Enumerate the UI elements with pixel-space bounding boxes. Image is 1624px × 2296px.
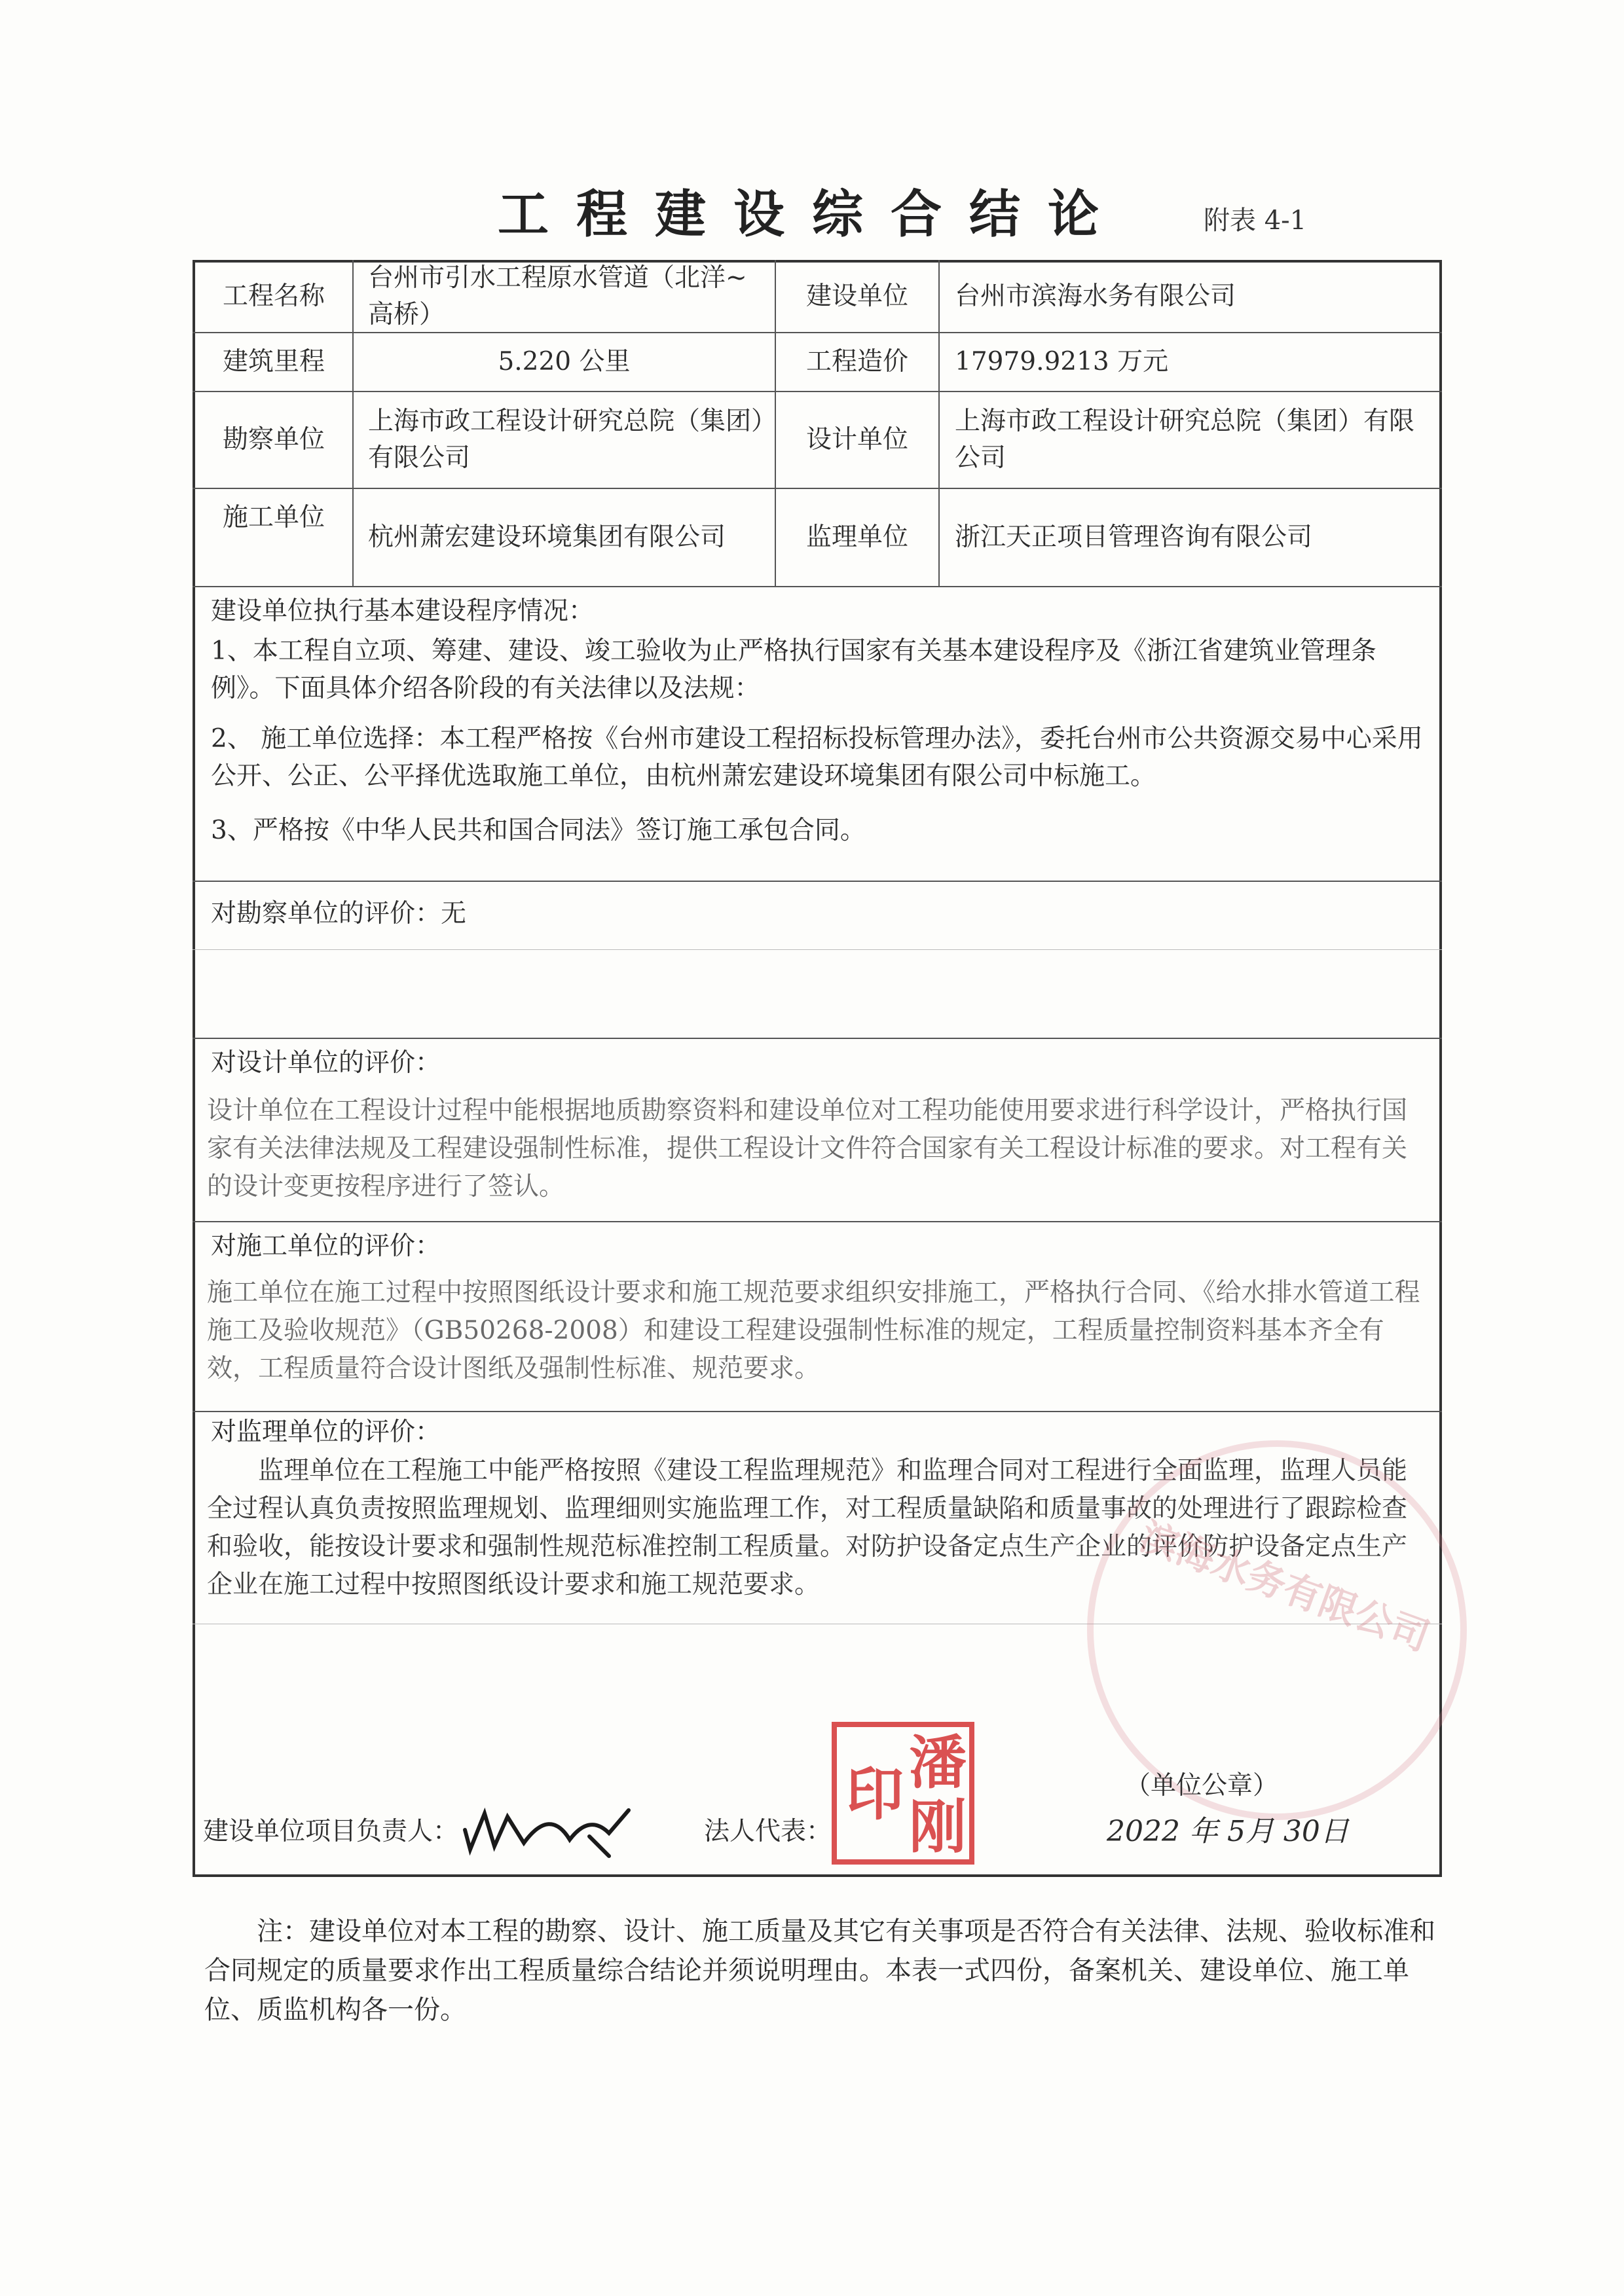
construction-eval-heading: 对施工单位的评价： (211, 1231, 441, 1261)
section-divider (193, 1221, 1442, 1222)
design-label: 设计单位 (805, 425, 908, 454)
procedure-item-3: 3、严格按《中华人民共和国合同法》签订施工承包合同。 (211, 816, 866, 845)
stamp-char: 印 (846, 1760, 904, 1828)
manager-label: 建设单位项目负责人： (203, 1817, 459, 1846)
client-label: 建设单位 (805, 282, 908, 311)
legal-rep-stamp (832, 1722, 974, 1865)
cost-label: 工程造价 (805, 347, 908, 376)
supervision-label: 监理单位 (805, 522, 908, 552)
survey-label: 勘察单位 (222, 425, 325, 454)
col-divider (938, 260, 940, 587)
length-value: 5.220 公里 (498, 347, 631, 376)
signature-date: 2022 年 5月 30日 (1107, 1815, 1349, 1848)
stamp-char: 潘 (909, 1728, 967, 1796)
unit-round-seal (1087, 1440, 1467, 1820)
supervision-eval-text: 监理单位在工程施工中能严格按照《建设工程监理规范》和监理合同对工程进行全面监理，监理人员能全过程认真负责按照监理规划、监理细则实施监理工作，对工程质量缺陷和质量事故的处理进行了跟踪检查和验收，能按设计要求和强制性规范标准控制工程质量。对防护设备定点生产企业的评价防护设备定点生产企业在施工过程中按照图纸设计要求和施工规范要求。 (207, 1456, 1408, 1599)
project-name-label: 工程名称 (222, 282, 325, 311)
footnote: 注：建设单位对本工程的勘察、设计、施工质量及其它有关事项是否符合有关法律、法规、验收标准和合同规定的质量要求作出工程质量综合结论并须说明理由。本表一式四份，备案机关、建设单位、施工单位、质监机构各一份。 (204, 1916, 1435, 2025)
length-label: 建筑里程 (222, 347, 325, 376)
survey-value: 上海市政工程设计研究总院（集团）有限公司 (368, 407, 764, 473)
supervision-eval-heading: 对监理单位的评价： (211, 1417, 441, 1447)
stamp-char: 刚 (909, 1793, 967, 1861)
project-name-value: 台州市引水工程原水管道（北洋~高桥） (368, 263, 747, 329)
client-value: 台州市滨海水务有限公司 (955, 282, 1236, 311)
design-eval-text: 设计单位在工程设计过程中能根据地质勘察资料和建设单位对工程功能使用要求进行科学设计，严格执行国家有关法律法规及工程建设强制性标准，提供工程设计文件符合国家有关工程设计标准的要求。对工程有关的设计变更按程序进行了签认。 (207, 1096, 1408, 1201)
construction-eval-text: 施工单位在施工过程中按照图纸设计要求和施工规范要求组织安排施工，严格执行合同、《给水排水管道工程施工及验收规范》（GB50268-2008）和建设工程建设强制性标准的规定，工程质量控制资料基本齐全有效，工程质量符合设计图纸及强制性标准、规范要求。 (207, 1278, 1420, 1383)
attachment-label: 附表 4-1 (1204, 206, 1307, 236)
page-title: 工程建设综合结论 (497, 185, 1126, 244)
procedure-item-2: 2、 施工单位选择：本工程严格按《台州市建设工程招标投标管理办法》，委托台州市公共资源交易中心采用公开、公正、公平择优选取施工单位，由杭州萧宏建设环境集团有限公司中标施工。 (211, 724, 1423, 791)
construction-value: 杭州萧宏建设环境集团有限公司 (368, 522, 726, 552)
seal-text: 滨海水务有限公司 (1134, 1514, 1435, 1660)
supervision-value: 浙江天正项目管理咨询有限公司 (955, 522, 1313, 552)
survey-eval-heading: 对勘察单位的评价：无 (211, 899, 467, 928)
section-divider (193, 1038, 1442, 1039)
procedure-heading: 建设单位执行基本建设程序情况： (211, 596, 595, 626)
design-eval-heading: 对设计单位的评价： (211, 1048, 441, 1078)
manager-signature (458, 1794, 655, 1866)
unit-seal-label: （单位公章） (1125, 1771, 1279, 1800)
section-divider (193, 1411, 1442, 1412)
procedure-item-1: 1、本工程自立项、筹建、建设、竣工验收为止严格执行国家有关基本建设程序及《浙江省建筑业管理条例》。下面具体介绍各阶段的有关法律以及法规： (211, 636, 1376, 703)
construction-label: 施工单位 (222, 503, 325, 532)
faint-divider (193, 949, 1442, 950)
design-value: 上海市政工程设计研究总院（集团）有限公司 (955, 407, 1415, 473)
section-divider (193, 881, 1442, 882)
row-divider (193, 586, 1442, 587)
col-divider (352, 260, 354, 587)
legal-rep-label: 法人代表： (704, 1817, 832, 1846)
cost-value: 17979.9213 万元 (955, 347, 1169, 376)
